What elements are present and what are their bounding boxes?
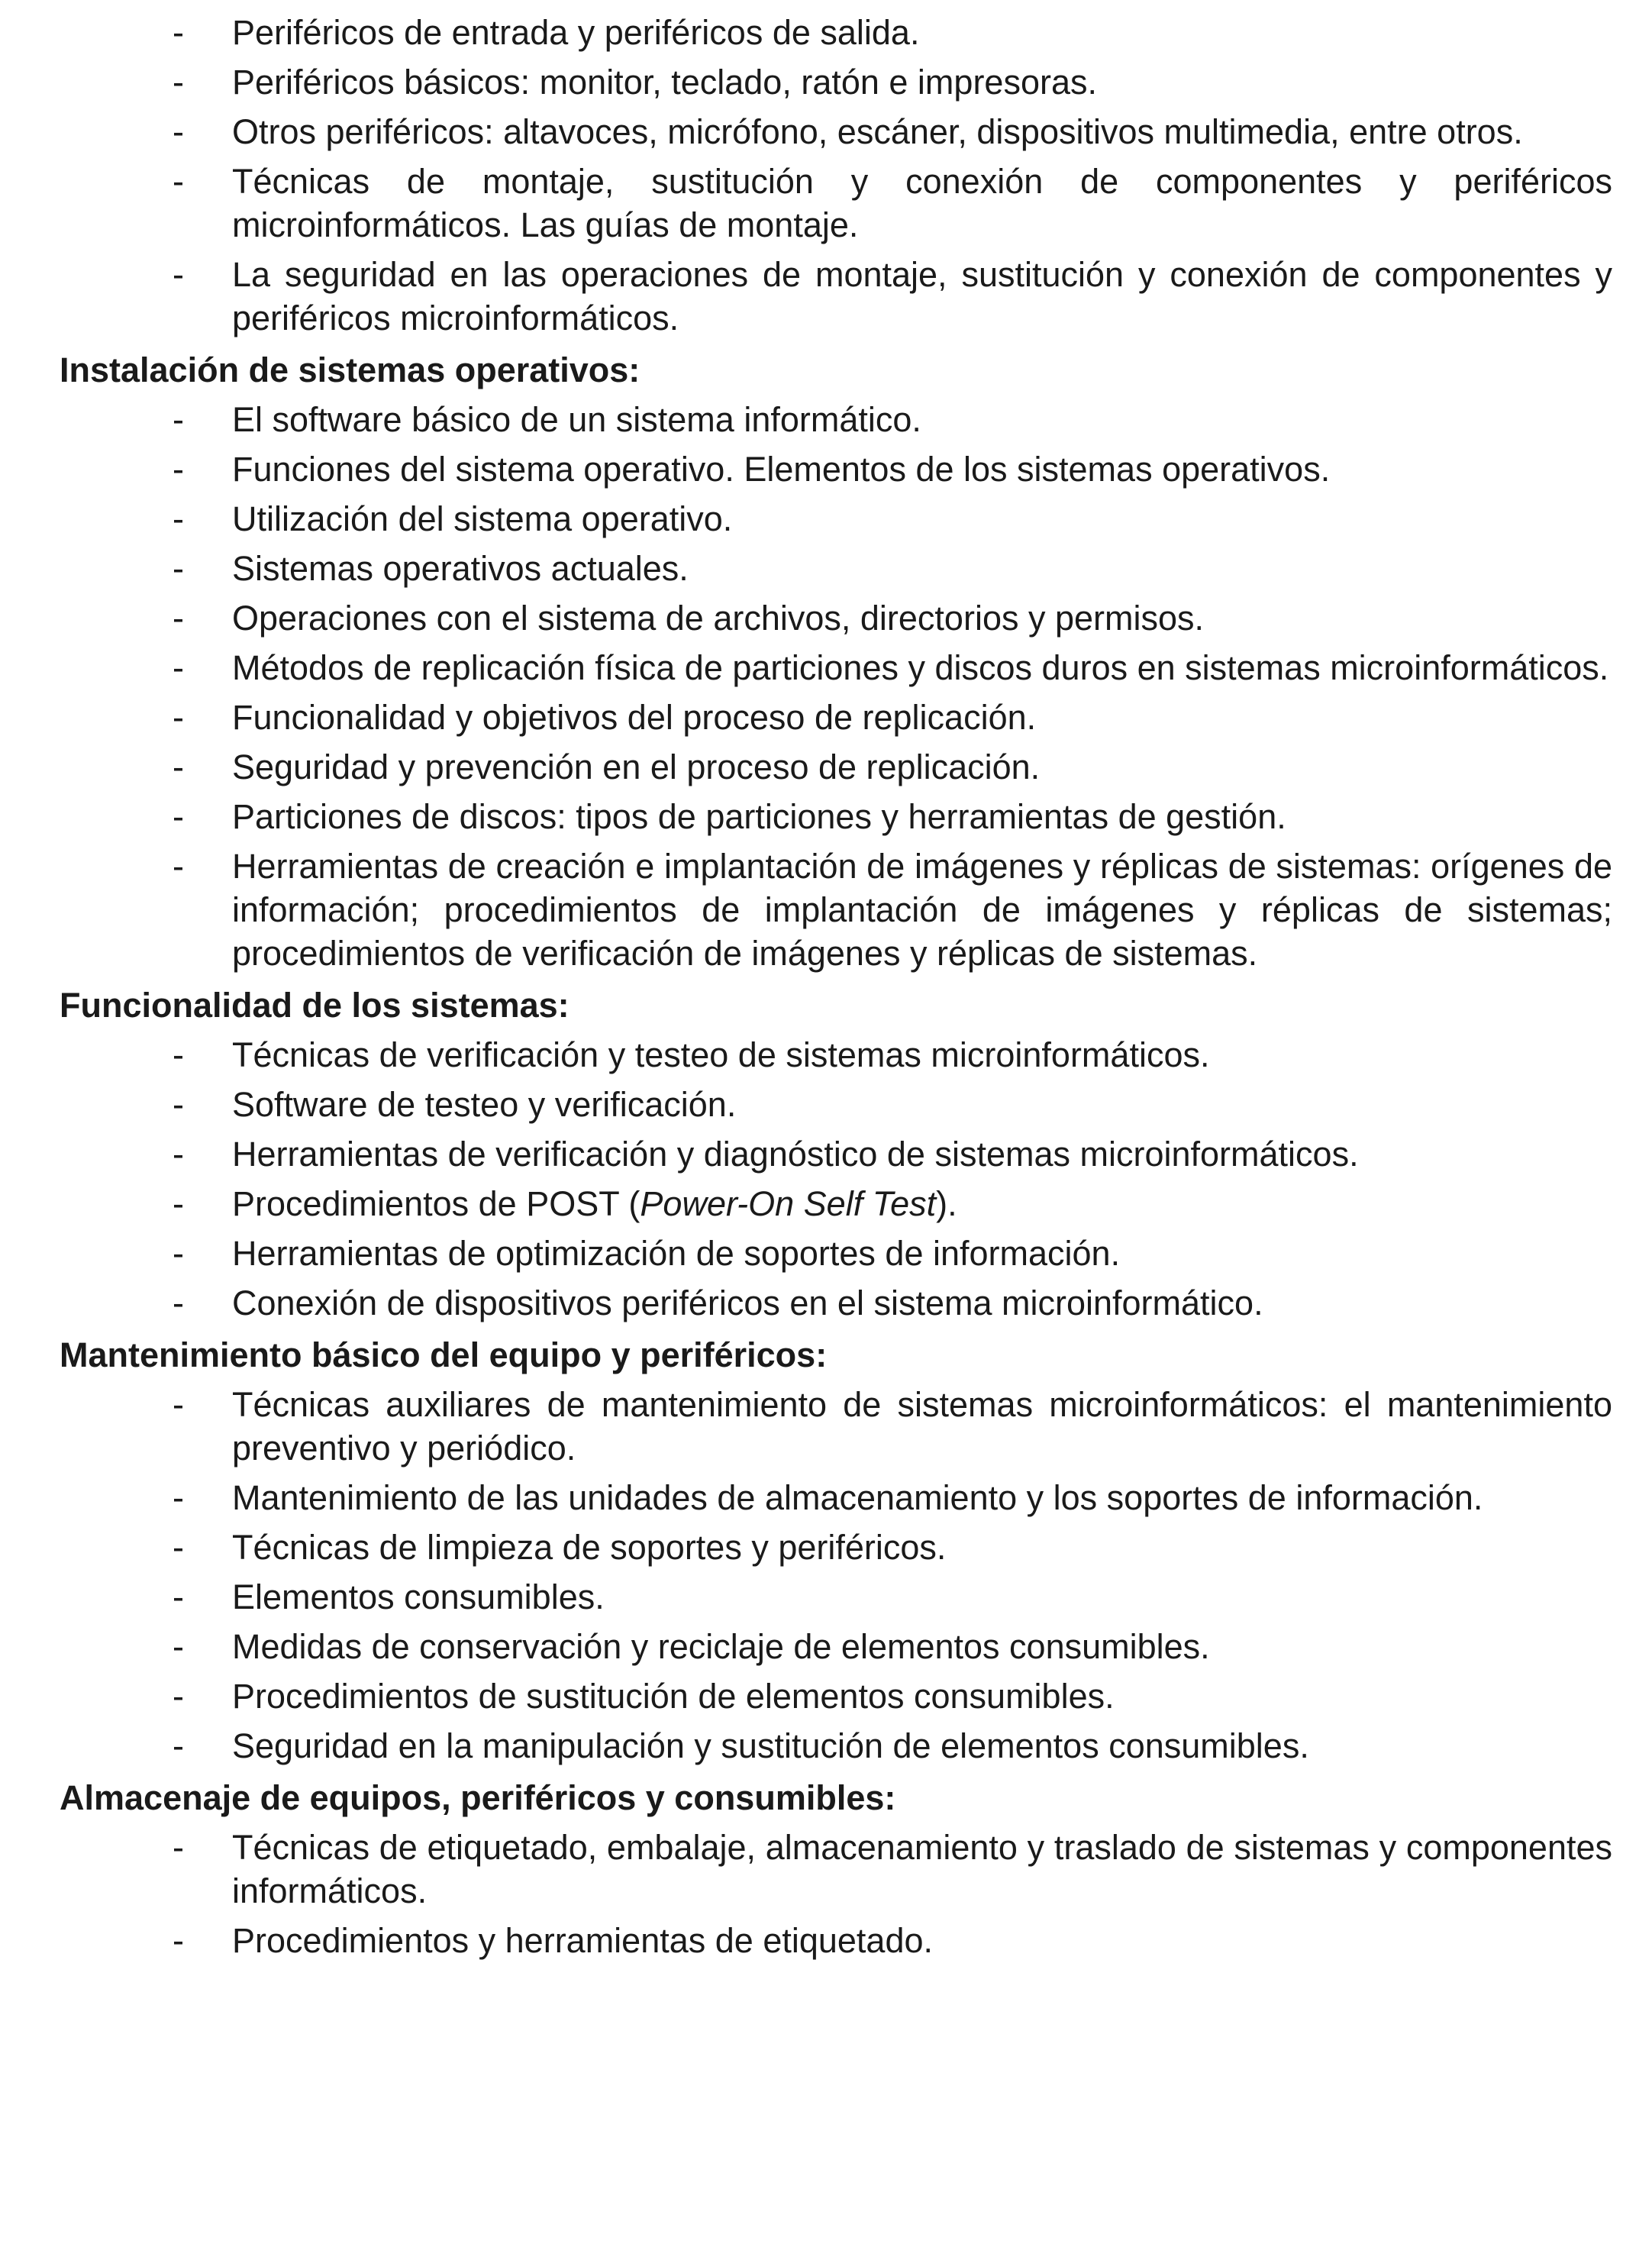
list-item: [173, 1083, 1612, 1126]
document-body: [0, 11, 1652, 1968]
list-item-text: Herramientas de creación e implantación de imágenes y réplicas de sistemas: orígenes de información; procedimientos de implantación de imágenes y réplicas de sistemas; procedimientos de verificación de imágenes y réplicas de sistemas.: [232, 847, 1612, 973]
list-item: [173, 1575, 1612, 1619]
list-item: [173, 11, 1612, 54]
list-item: [173, 547, 1612, 590]
list-item: [173, 795, 1612, 838]
list-item: [173, 1526, 1612, 1569]
list-item: [173, 696, 1612, 739]
list-item: [173, 646, 1612, 689]
section-4: [0, 1776, 1652, 1962]
section-2: [0, 983, 1652, 1325]
list-item-text: Sistemas operativos actuales.: [232, 549, 689, 588]
dash-bullet: -: [173, 1828, 184, 1867]
list-item-text: Procedimientos de POST (: [232, 1184, 640, 1223]
list-item-text: Conexión de dispositivos periféricos en el sistema microinformático.: [232, 1283, 1263, 1322]
dash-bullet: -: [173, 1184, 184, 1223]
list-item: [173, 1281, 1612, 1325]
section-list: [0, 11, 1652, 340]
section-heading: Almacenaje de equipos, periféricos y consumibles:: [60, 1778, 896, 1817]
section-0: [0, 11, 1652, 340]
list-item: [173, 1383, 1612, 1470]
list-item: [173, 60, 1612, 104]
dash-bullet: -: [173, 112, 184, 151]
list-item-text: La seguridad en las operaciones de montaje, sustitución y conexión de componentes y periféricos microinformáticos.: [232, 255, 1612, 337]
list-item-text: Métodos de replicación física de particiones y discos duros en sistemas microinformáticos.: [232, 648, 1609, 687]
list-item-text: Técnicas de limpieza de soportes y periféricos.: [232, 1528, 947, 1567]
list-item-text: Software de testeo y verificación.: [232, 1085, 737, 1124]
list-item-text: Periféricos básicos: monitor, teclado, ratón e impresoras.: [232, 63, 1097, 102]
section-list: [0, 1383, 1652, 1768]
section-list: [0, 1033, 1652, 1325]
list-item: [173, 447, 1612, 491]
dash-bullet: -: [173, 648, 184, 687]
list-item: [173, 1182, 1612, 1225]
list-item-text: Técnicas auxiliares de mantenimiento de sistemas microinformáticos: el mantenimiento preventivo y periódico.: [232, 1385, 1612, 1468]
list-item-text: Elementos consumibles.: [232, 1577, 605, 1616]
dash-bullet: -: [173, 1677, 184, 1716]
section-1: [0, 348, 1652, 975]
list-item: [173, 1674, 1612, 1718]
list-item-text: Herramientas de verificación y diagnóstico de sistemas microinformáticos.: [232, 1135, 1359, 1174]
dash-bullet: -: [173, 1478, 184, 1517]
dash-bullet: -: [173, 549, 184, 588]
dash-bullet: -: [173, 63, 184, 102]
dash-bullet: -: [173, 400, 184, 439]
dash-bullet: -: [173, 1135, 184, 1174]
list-item: [173, 110, 1612, 153]
dash-bullet: -: [173, 1726, 184, 1765]
list-item-text: Procedimientos y herramientas de etiquetado.: [232, 1921, 934, 1960]
list-item-text: Periféricos de entrada y periféricos de salida.: [232, 13, 920, 52]
dash-bullet: -: [173, 1085, 184, 1124]
section-heading: Instalación de sistemas operativos:: [60, 350, 640, 389]
list-item-text: Funcionalidad y objetivos del proceso de replicación.: [232, 698, 1037, 737]
list-item-text: Herramientas de optimización de soportes de información.: [232, 1234, 1121, 1273]
list-item: [173, 844, 1612, 975]
list-item-text: Medidas de conservación y reciclaje de elementos consumibles.: [232, 1627, 1210, 1666]
list-item: [173, 1919, 1612, 1962]
list-item: [173, 1232, 1612, 1275]
list-item-text: Seguridad en la manipulación y sustitución de elementos consumibles.: [232, 1726, 1309, 1765]
list-item-italic-text: Power-On Self Test: [640, 1184, 937, 1223]
section-list: [0, 398, 1652, 975]
dash-bullet: -: [173, 450, 184, 489]
dash-bullet: -: [173, 599, 184, 638]
list-item: [173, 1724, 1612, 1768]
dash-bullet: -: [173, 255, 184, 294]
list-item: [173, 497, 1612, 541]
list-item-text: Utilización del sistema operativo.: [232, 499, 733, 538]
dash-bullet: -: [173, 162, 184, 201]
list-item-text: El software básico de un sistema informático.: [232, 400, 921, 439]
section-3: [0, 1333, 1652, 1768]
dash-bullet: -: [173, 797, 184, 836]
list-item-text: Funciones del sistema operativo. Elementos de los sistemas operativos.: [232, 450, 1331, 489]
dash-bullet: -: [173, 1283, 184, 1322]
list-item: [173, 253, 1612, 340]
dash-bullet: -: [173, 1234, 184, 1273]
list-item-text: Mantenimiento de las unidades de almacenamiento y los soportes de información.: [232, 1478, 1483, 1517]
dash-bullet: -: [173, 499, 184, 538]
section-list: [0, 1826, 1652, 1962]
list-item: [173, 1476, 1612, 1519]
list-item-text: Técnicas de montaje, sustitución y conexión de componentes y periféricos microinformáticos. Las guías de montaje.: [232, 162, 1612, 244]
dash-bullet: -: [173, 1577, 184, 1616]
dash-bullet: -: [173, 747, 184, 786]
list-item: [173, 1625, 1612, 1668]
dash-bullet: -: [173, 1528, 184, 1567]
dash-bullet: -: [173, 847, 184, 886]
list-item-text: Operaciones con el sistema de archivos, directorios y permisos.: [232, 599, 1205, 638]
list-item-text: Técnicas de etiquetado, embalaje, almacenamiento y traslado de sistemas y componentes informáticos.: [232, 1828, 1612, 1910]
list-item-text: Procedimientos de sustitución de elementos consumibles.: [232, 1677, 1115, 1716]
dash-bullet: -: [173, 13, 184, 52]
list-item: [173, 745, 1612, 789]
list-item: [173, 398, 1612, 441]
list-item: [173, 160, 1612, 247]
list-item-text: ).: [936, 1184, 957, 1223]
dash-bullet: -: [173, 1385, 184, 1424]
list-item: [173, 1826, 1612, 1913]
list-item-text: Otros periféricos: altavoces, micrófono, escáner, dispositivos multimedia, entre otros.: [232, 112, 1523, 151]
section-heading: Mantenimiento básico del equipo y periféricos:: [60, 1335, 828, 1374]
list-item: [173, 1033, 1612, 1077]
dash-bullet: -: [173, 1627, 184, 1666]
dash-bullet: -: [173, 1921, 184, 1960]
list-item: [173, 596, 1612, 640]
dash-bullet: -: [173, 698, 184, 737]
list-item-text: Seguridad y prevención en el proceso de replicación.: [232, 747, 1041, 786]
list-item: [173, 1132, 1612, 1176]
list-item-text: Particiones de discos: tipos de particiones y herramientas de gestión.: [232, 797, 1286, 836]
dash-bullet: -: [173, 1035, 184, 1074]
list-item-text: Técnicas de verificación y testeo de sistemas microinformáticos.: [232, 1035, 1210, 1074]
section-heading: Funcionalidad de los sistemas:: [60, 986, 569, 1025]
